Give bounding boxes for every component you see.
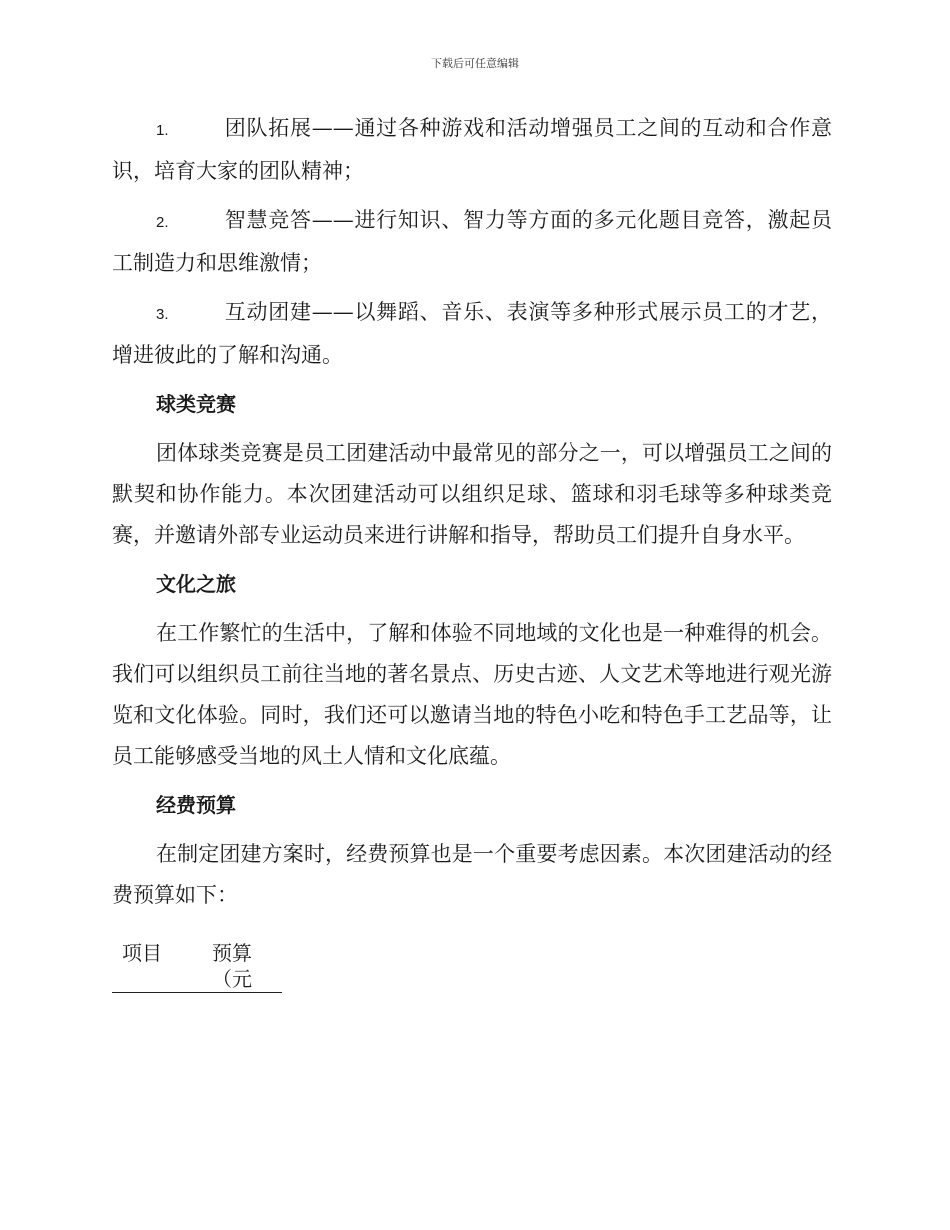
section-body-culture: 在工作繁忙的生活中，了解和体验不同地域的文化也是一种难得的机会。我们可以组织员工前往当地的著名景点、历史古迹、人文艺术等地进行观光游览和文化体验。同时，我们还可以邀请当地的特色小吃和特色手工艺品等，让员工能够感受当地的风土人情和文化底蕴。	[112, 621, 832, 768]
section-body-budget: 在制定团建方案时，经费预算也是一个重要考虑因素。本次团建活动的经费预算如下：	[112, 842, 832, 907]
document-body	[112, 108, 832, 993]
list-number: 1.	[156, 122, 169, 139]
section-heading-culture: 文化之旅	[156, 572, 236, 596]
list-item-3	[112, 292, 832, 376]
table-header-item: 项目	[122, 941, 162, 965]
list-number: 3.	[156, 306, 169, 323]
list-number: 2.	[156, 214, 169, 231]
section-heading-budget: 经费预算	[156, 793, 236, 817]
list-text: 团队拓展——通过各种游戏和活动增强员工之间的互动和合作意识，培育大家的团队精神；	[112, 116, 832, 183]
list-text: 智慧竞答——进行知识、智力等方面的多元化题目竞答，激起员工制造力和思维激情；	[112, 208, 832, 275]
page-header: 下载后可任意编辑	[431, 57, 519, 70]
table-header-budget	[212, 940, 262, 992]
section-body-ball: 团体球类竞赛是员工团建活动中最常见的部分之一，可以增强员工之间的默契和协作能力。本次团建活动可以组织足球、篮球和羽毛球等多种球类竞赛，并邀请外部专业运动员来进行讲解和指导，帮助员工们提升自身水平。	[112, 441, 832, 547]
list-text: 互动团建——以舞蹈、音乐、表演等多种形式展示员工的才艺，增进彼此的了解和沟通。	[112, 300, 832, 367]
budget-table	[112, 940, 282, 993]
list-item-1	[112, 108, 832, 192]
list-item-2	[112, 200, 832, 284]
table-header-budget-line2: （元	[212, 967, 252, 991]
section-heading-ball: 球类竞赛	[156, 392, 236, 416]
table-header-budget-line1: 预算	[212, 941, 252, 965]
